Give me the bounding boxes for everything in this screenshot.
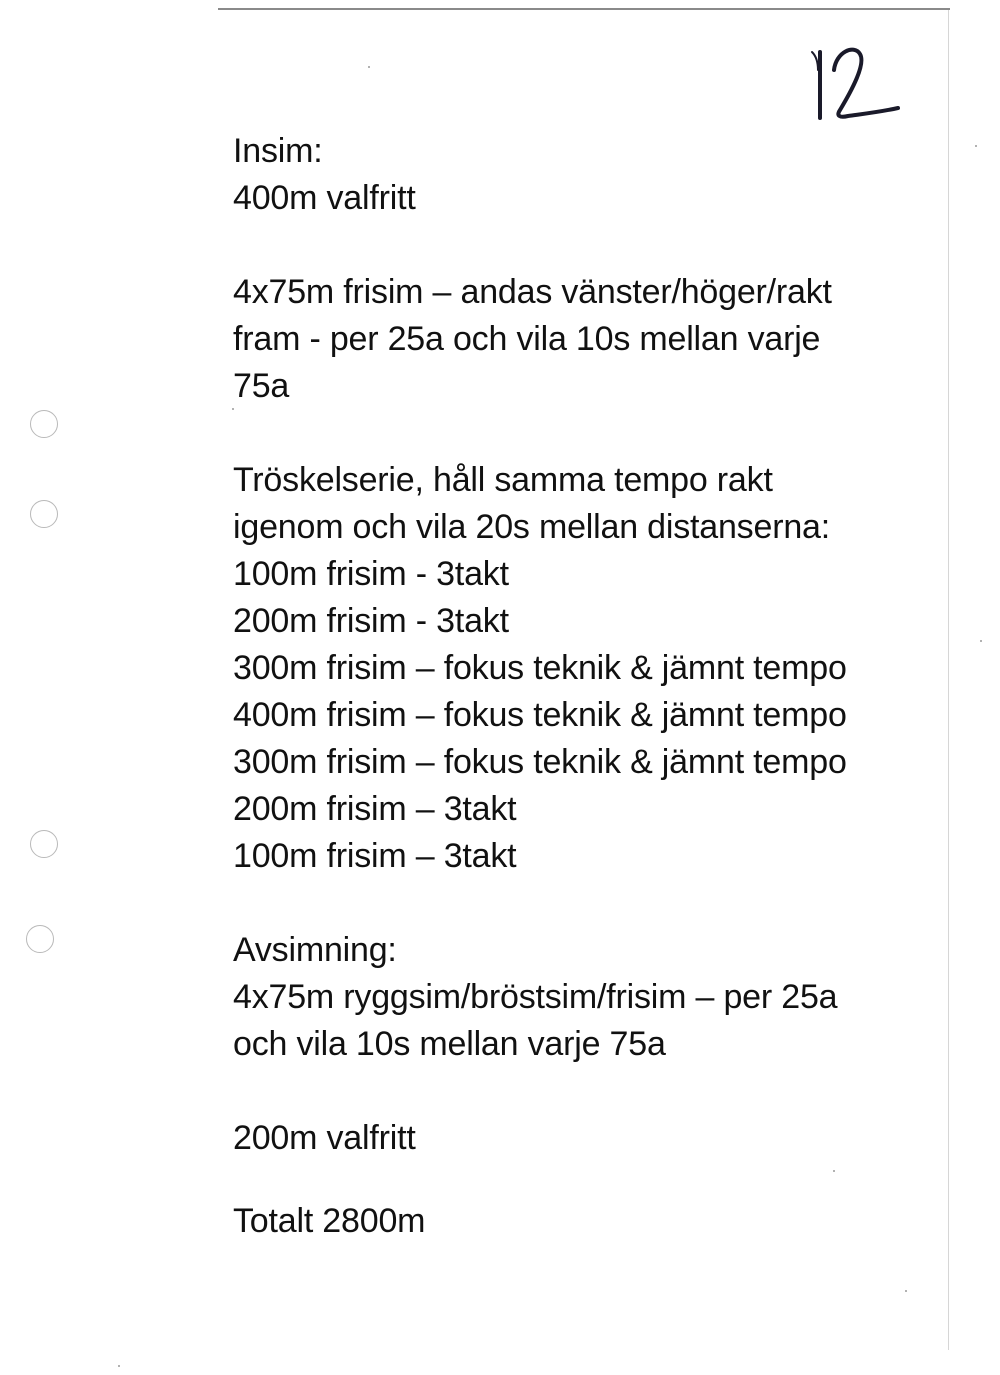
text-line: 75a bbox=[233, 367, 290, 405]
section-heading-insim: Insim: bbox=[233, 132, 323, 170]
scan-speck bbox=[980, 640, 982, 642]
paragraph-gap bbox=[233, 1068, 953, 1115]
text-line: Tröskelserie, håll samma tempo rakt bbox=[233, 461, 773, 499]
text-line: 4x75m frisim – andas vänster/höger/rakt bbox=[233, 273, 832, 311]
scan-speck bbox=[118, 1365, 120, 1367]
paragraph-gap bbox=[233, 880, 953, 927]
text-line: och vila 10s mellan varje 75a bbox=[233, 1025, 666, 1063]
punch-hole-1 bbox=[30, 410, 58, 438]
scan-speck bbox=[905, 1290, 907, 1292]
paragraph-gap bbox=[233, 410, 953, 457]
total-distance: Totalt 2800m bbox=[233, 1202, 426, 1240]
text-line: fram - per 25a och vila 10s mellan varje bbox=[233, 320, 821, 358]
scan-edge-top bbox=[218, 8, 950, 10]
text-line: igenom och vila 20s mellan distanserna: bbox=[233, 508, 830, 546]
paragraph-gap bbox=[233, 1162, 953, 1198]
section-heading-avsimning: Avsimning: bbox=[233, 931, 397, 969]
scan-speck bbox=[975, 145, 977, 147]
text-line: 4x75m ryggsim/bröstsim/frisim – per 25a bbox=[233, 978, 838, 1016]
text-line: 400m valfritt bbox=[233, 179, 416, 217]
punch-hole-4 bbox=[26, 925, 54, 953]
text-line: 200m frisim - 3takt bbox=[233, 602, 509, 640]
text-line: 400m frisim – fokus teknik & jämnt tempo bbox=[233, 696, 847, 734]
text-line: 300m frisim – fokus teknik & jämnt tempo bbox=[233, 743, 847, 781]
punch-hole-3 bbox=[30, 830, 58, 858]
scan-speck bbox=[368, 66, 370, 68]
text-line: 300m frisim – fokus teknik & jämnt tempo bbox=[233, 649, 847, 687]
handwritten-page-number bbox=[800, 30, 910, 130]
text-line: 200m valfritt bbox=[233, 1119, 416, 1157]
page-number-text: 12 bbox=[855, 90, 857, 91]
workout-text bbox=[233, 128, 953, 1245]
punch-hole-2 bbox=[30, 500, 58, 528]
text-line: 100m frisim - 3takt bbox=[233, 555, 509, 593]
text-line: 100m frisim – 3takt bbox=[233, 837, 517, 875]
paragraph-gap bbox=[233, 222, 953, 269]
text-line: 200m frisim – 3takt bbox=[233, 790, 517, 828]
